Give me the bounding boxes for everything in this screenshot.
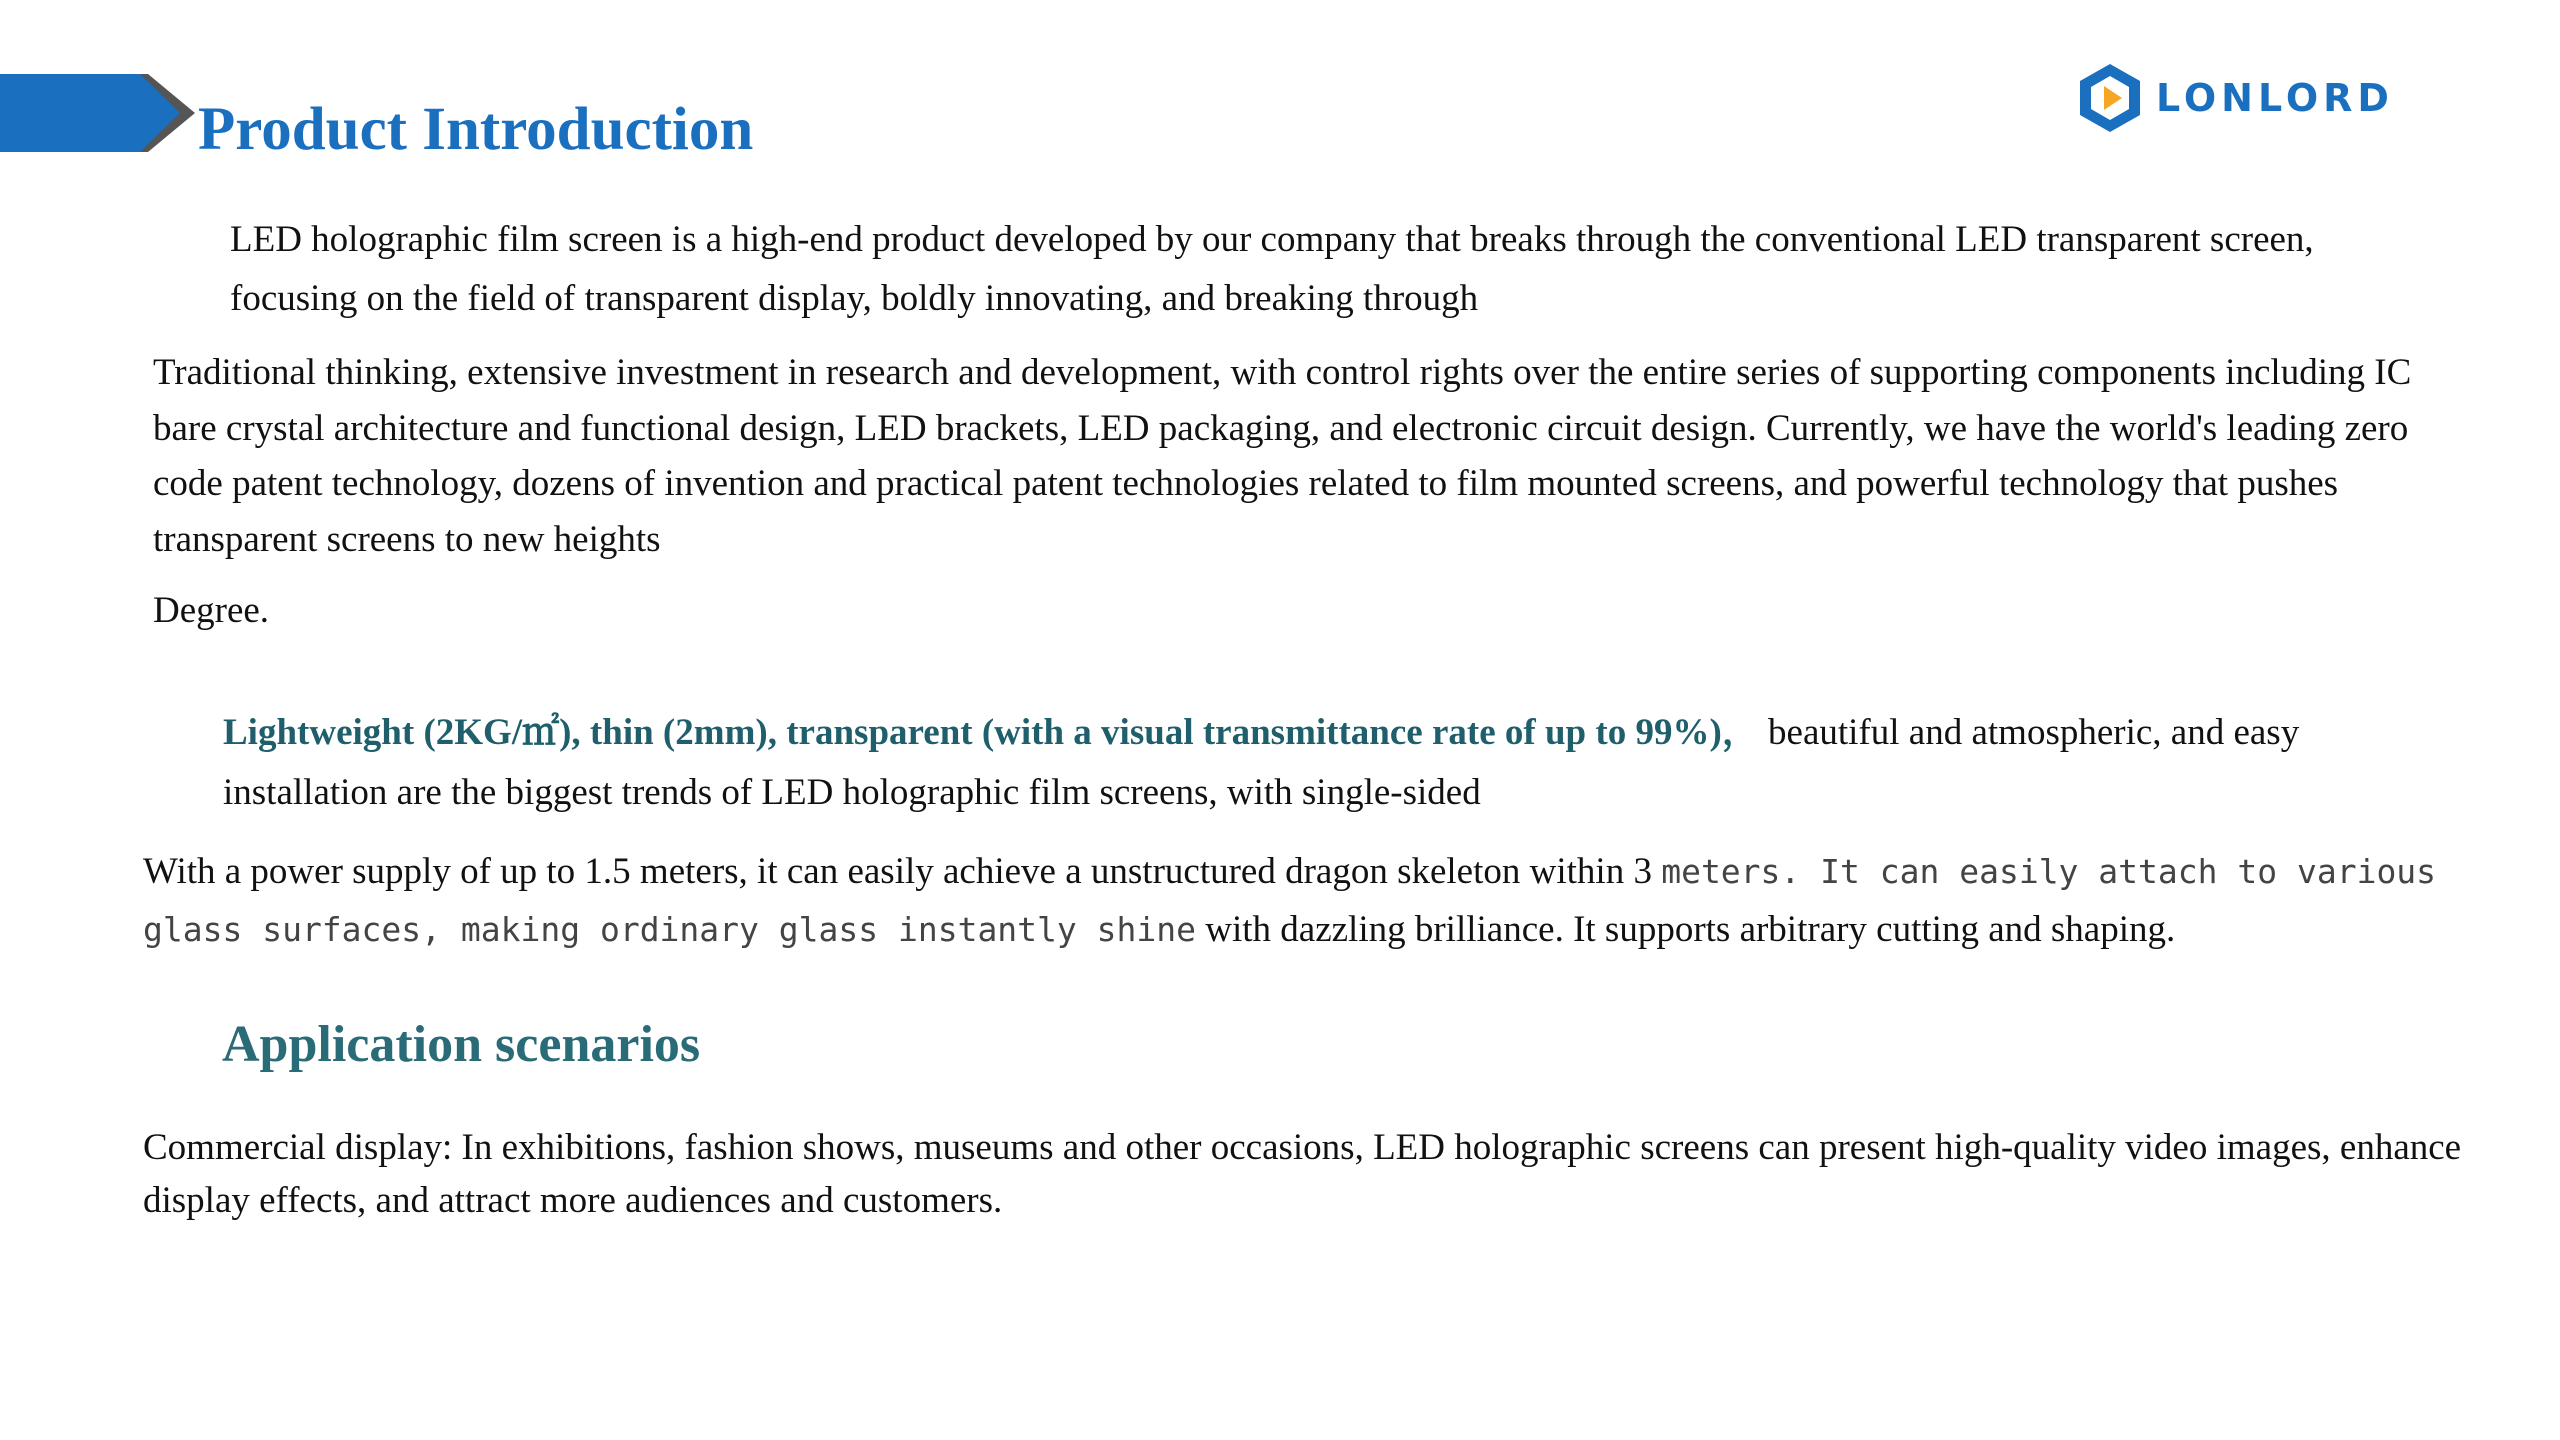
feature-lightweight: Lightweight	[223, 712, 415, 753]
power-supply-paragraph	[143, 843, 2473, 959]
commercial-display-paragraph: Commercial display: In exhibitions, fashion shows, museums and other occasions, LED holographic screens can present high-quality video images, enhance display effects, and attract more audiences and customers.	[143, 1127, 2462, 1221]
features-paragraph	[223, 703, 2423, 823]
page-title: Product Introduction	[198, 96, 754, 163]
application-heading: Application scenarios	[222, 1016, 701, 1073]
power-supply-mono: meters. It can easily attach to various glass surfaces, making ordinary glass instantly shine	[143, 852, 2437, 949]
power-supply-end: with dazzling brilliance. It supports arbitrary cutting and shaping.	[1205, 909, 2176, 950]
header-banner-arrow	[0, 74, 195, 152]
intro-paragraph-2: Traditional thinking, extensive investment in research and development, with control rights over the entire series of supporting components including IC bare crystal architecture and functional design, LED brackets, LED packaging, and electronic circuit design. Currently, we have the world's leading zero code patent technology, dozens of invention and practical patent technologies related to film mounted screens, and powerful technology that pushes transparent screens to new heights	[153, 352, 2412, 560]
feature-weight: (2KG/㎡),	[423, 712, 581, 753]
feature-transparent: transparent (with a visual transmittance rate of up to 99%)，	[786, 712, 1759, 753]
intro-paragraph-3: Degree.	[153, 590, 270, 631]
feature-thin: thin (2mm),	[589, 712, 777, 753]
brand-logo	[2078, 62, 2394, 134]
power-supply-start: With a power supply of up to 1.5 meters, it can easily achieve a unstructured dragon skeleton within 3	[143, 851, 1652, 892]
brand-name: LONLORD	[2156, 76, 2394, 120]
hexagon-logo-icon	[2078, 62, 2142, 134]
intro-paragraph-1: LED holographic film screen is a high-end product developed by our company that breaks through the conventional LED transparent screen, focusing on the field of transparent display, boldly innovating, and breaking through	[230, 219, 2314, 319]
features-description: beautiful and atmospheric, and easy installation are the biggest trends of LED holographic film screens, with single-sided	[223, 712, 2300, 813]
